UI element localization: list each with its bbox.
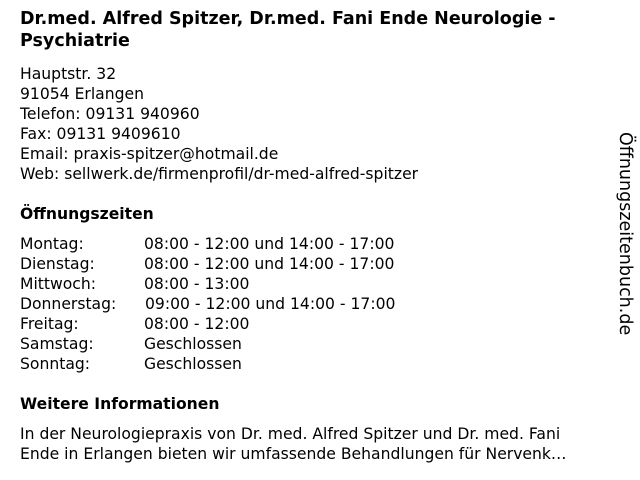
fax-number: Fax: 09131 9409610 bbox=[20, 125, 181, 143]
opening-hours-heading: Öffnungszeiten bbox=[20, 205, 154, 223]
further-info-text bbox=[20, 424, 626, 464]
phone-number: Telefon: 09131 940960 bbox=[20, 105, 200, 123]
address-city: 91054 Erlangen bbox=[20, 85, 144, 103]
hours-day: Sonntag: bbox=[20, 355, 91, 373]
hours-day: Montag: bbox=[20, 235, 84, 253]
email-address: Email: praxis-spitzer@hotmail.de bbox=[20, 145, 279, 163]
watermark-text: Öffnungszeitenbuch.de bbox=[615, 132, 635, 336]
hours-time: 08:00 - 13:00 bbox=[144, 275, 250, 293]
further-info-line-2: Ende in Erlangen bieten wir umfassende Behandlungen für Nervenk… bbox=[20, 445, 567, 463]
hours-day: Donnerstag: bbox=[20, 295, 117, 313]
hours-day: Samstag: bbox=[20, 335, 94, 353]
hours-time: Geschlossen bbox=[144, 355, 242, 373]
hours-day: Freitag: bbox=[20, 315, 79, 333]
hours-time: Geschlossen bbox=[144, 335, 242, 353]
further-info-line-1: In der Neurologiepraxis von Dr. med. Alfred Spitzer und Dr. med. Fani bbox=[20, 425, 561, 443]
page-title: Dr.med. Alfred Spitzer, Dr.med. Fani Ende Neurologie - Psychiatrie bbox=[20, 9, 556, 51]
hours-time: 09:00 - 12:00 und 14:00 - 17:00 bbox=[145, 295, 396, 313]
hours-time: 08:00 - 12:00 bbox=[144, 315, 250, 333]
address-street: Hauptstr. 32 bbox=[20, 65, 117, 83]
website: Web: sellwerk.de/firmenprofil/dr-med-alfred-spitzer bbox=[20, 165, 419, 183]
further-info-heading: Weitere Informationen bbox=[20, 395, 220, 413]
hours-day: Mittwoch: bbox=[20, 275, 97, 293]
listing-page bbox=[20, 0, 620, 480]
hours-time: 08:00 - 12:00 und 14:00 - 17:00 bbox=[144, 235, 395, 253]
hours-day: Dienstag: bbox=[20, 255, 95, 273]
address-block bbox=[20, 64, 418, 184]
watermark bbox=[612, 132, 638, 364]
hours-time: 08:00 - 12:00 und 14:00 - 17:00 bbox=[144, 255, 395, 273]
